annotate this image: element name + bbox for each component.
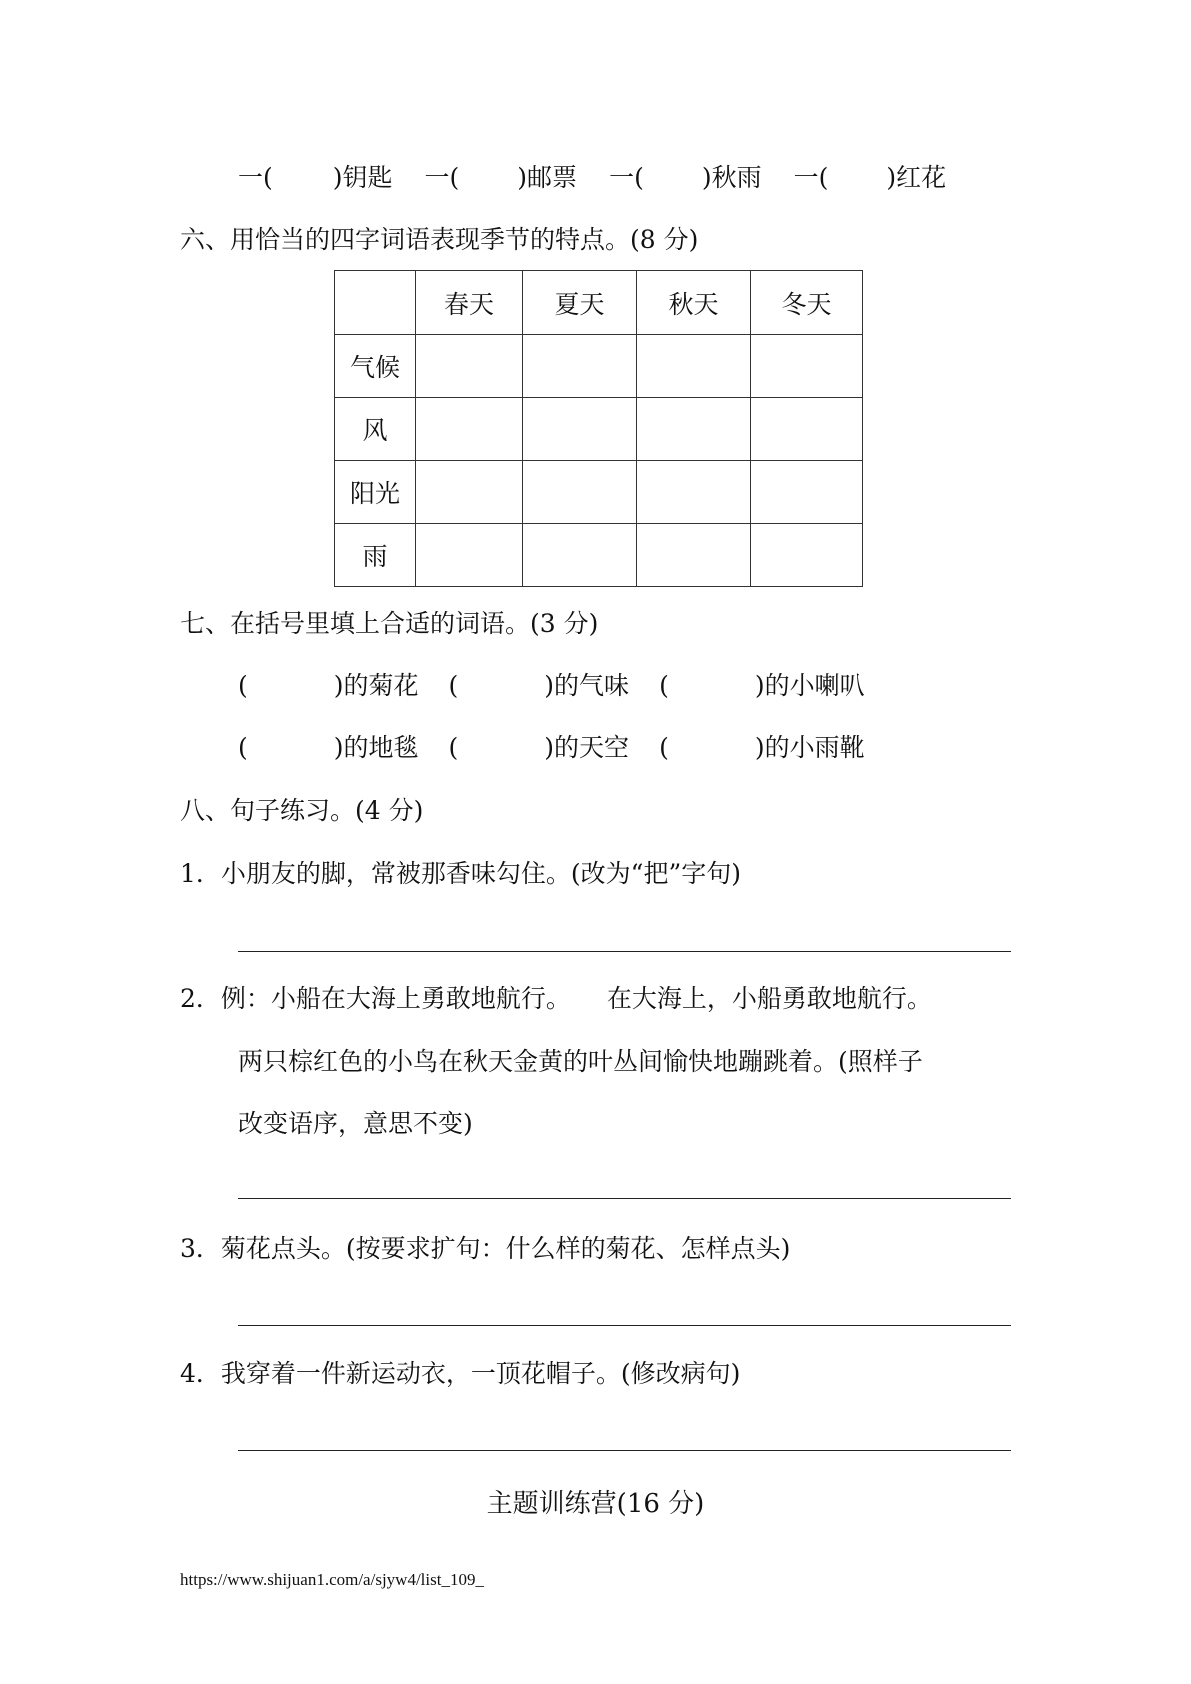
answer-line[interactable] [238, 1325, 1011, 1326]
measure-words-line [238, 162, 946, 194]
answer-cell[interactable] [637, 335, 751, 398]
measure-item: )红花 [886, 163, 947, 192]
section8-heading [180, 795, 423, 827]
fill-item: )的天空 [544, 733, 630, 762]
table-row [335, 524, 863, 587]
question-2-line2: 两只棕红色的小鸟在秋天金黄的叶丛间愉快地蹦跳着。(照样子 [238, 1047, 923, 1076]
question-number: 4． [180, 1359, 221, 1388]
table-header-winter: 冬天 [751, 271, 863, 335]
answer-cell[interactable] [637, 398, 751, 461]
question-2 [180, 983, 932, 1015]
row-label-rain: 雨 [335, 524, 416, 587]
answer-cell[interactable] [751, 398, 863, 461]
table-header-autumn: 秋天 [637, 271, 751, 335]
blank-open: 一( [238, 163, 273, 192]
table-row [335, 398, 863, 461]
table-header-summer: 夏天 [523, 271, 637, 335]
fill-item: )的小喇叭 [754, 671, 865, 700]
question-note: (按要求扩句：什么样的菊花、怎样点头) [345, 1234, 791, 1263]
table-corner-cell [335, 271, 416, 335]
answer-cell[interactable] [416, 398, 523, 461]
section6-title: 六、用恰当的四字词语表现季节的特点。 [180, 225, 631, 254]
source-url: https://www.shijuan1.com/a/sjyw4/list_109_ [180, 1570, 484, 1589]
section6-points: (8 分) [630, 225, 699, 254]
fill-row-1 [238, 670, 865, 702]
blank-open: 一( [793, 163, 829, 192]
blank-open: 一( [424, 163, 460, 192]
answer-cell[interactable] [637, 461, 751, 524]
blank-open: ( [238, 733, 248, 762]
answer-cell[interactable] [751, 461, 863, 524]
answer-cell[interactable] [416, 461, 523, 524]
section7-title: 七、在括号里填上合适的词语。 [180, 609, 531, 638]
blank-open: ( [448, 671, 459, 700]
row-label-climate: 气候 [335, 335, 416, 398]
section8-title: 八、句子练习。 [180, 796, 356, 825]
question-2-line3: 改变语序，意思不变) [238, 1109, 473, 1138]
measure-item: )邮票 [517, 163, 578, 192]
blank-open: ( [448, 733, 459, 762]
blank-open: 一( [609, 163, 644, 192]
blank-open: ( [659, 733, 669, 762]
fill-item: )的地毯 [333, 733, 419, 762]
blank-open: ( [659, 671, 669, 700]
question-text: 菊花点头。 [220, 1234, 346, 1263]
question-number: 3． [180, 1234, 221, 1263]
example-original: 例：小船在大海上勇敢地航行。 [220, 984, 571, 1013]
answer-cell[interactable] [416, 524, 523, 587]
section6-heading [180, 224, 698, 256]
footer-section-title: 主题训练营(16 分) [486, 1489, 705, 1519]
fill-item: )的菊花 [333, 671, 419, 700]
question-4 [180, 1358, 740, 1390]
answer-cell[interactable] [523, 398, 637, 461]
answer-cell[interactable] [751, 524, 863, 587]
question-3 [180, 1233, 790, 1265]
measure-item: )钥匙 [332, 163, 393, 192]
blank-open: ( [238, 671, 248, 700]
answer-cell[interactable] [637, 524, 751, 587]
answer-cell[interactable] [416, 335, 523, 398]
answer-cell[interactable] [523, 524, 637, 587]
answer-cell[interactable] [523, 461, 637, 524]
fill-item: )的小雨靴 [754, 733, 865, 762]
answer-cell[interactable] [751, 335, 863, 398]
question-1 [180, 858, 741, 890]
table-header-spring: 春天 [416, 271, 523, 335]
row-label-wind: 风 [335, 398, 416, 461]
question-number: 1． [180, 859, 221, 888]
question-text: 小朋友的脚，常被那香味勾住。 [220, 859, 571, 888]
answer-line[interactable] [238, 1450, 1011, 1451]
answer-cell[interactable] [523, 335, 637, 398]
measure-item: )秋雨 [701, 163, 762, 192]
answer-line[interactable] [238, 1198, 1011, 1199]
section8-points: (4 分) [355, 796, 424, 825]
question-note: (改为“把”字句) [570, 859, 741, 888]
table-row [335, 335, 863, 398]
row-label-sunshine: 阳光 [335, 461, 416, 524]
section7-heading [180, 608, 598, 640]
fill-item: )的气味 [544, 671, 630, 700]
season-table [334, 270, 863, 587]
question-text: 我穿着一件新运动衣，一顶花帽子。 [220, 1359, 621, 1388]
question-note: (修改病句) [620, 1359, 741, 1388]
table-header-row [335, 271, 863, 335]
answer-line[interactable] [238, 951, 1011, 952]
example-rewritten: 在大海上，小船勇敢地航行。 [606, 984, 932, 1013]
table-row [335, 461, 863, 524]
section7-points: (3 分) [530, 609, 599, 638]
fill-row-2 [238, 732, 865, 764]
question-number: 2． [180, 984, 221, 1013]
